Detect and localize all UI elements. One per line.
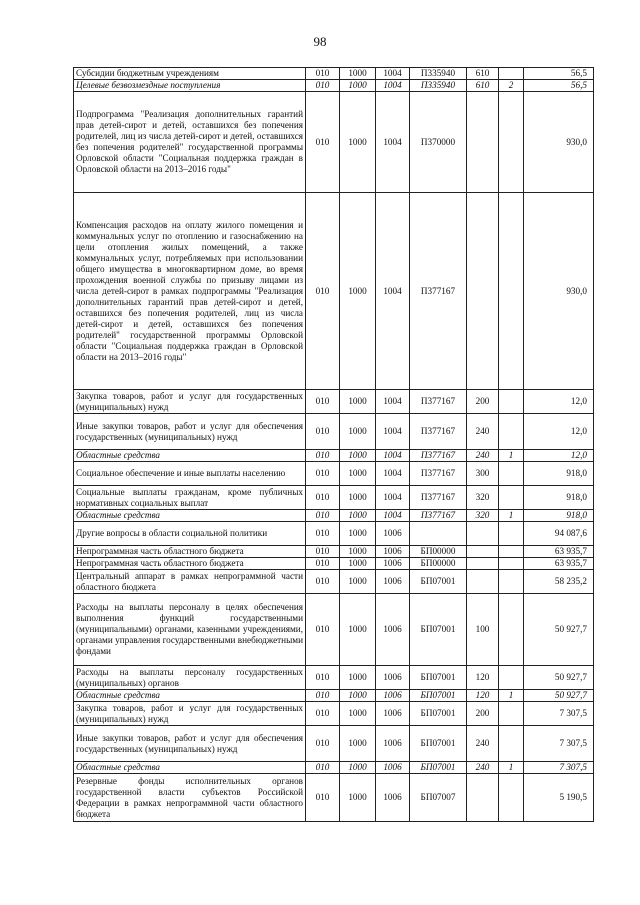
amount: 56,5 xyxy=(524,80,594,92)
table-row xyxy=(74,450,594,462)
code-section: 1000 xyxy=(340,450,376,462)
code-source xyxy=(499,546,524,558)
table-row xyxy=(74,666,594,690)
code-subsection: 1004 xyxy=(376,193,410,390)
amount: 5 190,5 xyxy=(524,774,594,822)
code-subsection: 1006 xyxy=(376,558,410,570)
code-source: 2 xyxy=(499,80,524,92)
code-subsection: 1004 xyxy=(376,510,410,522)
table-row xyxy=(74,522,594,546)
code-section: 1000 xyxy=(340,80,376,92)
code-source xyxy=(499,390,524,414)
code-ministry: 010 xyxy=(306,193,340,390)
code-expense-type xyxy=(467,546,499,558)
amount: 918,0 xyxy=(524,486,594,510)
code-section: 1000 xyxy=(340,193,376,390)
code-subsection: 1004 xyxy=(376,450,410,462)
code-target-article: БП07007 xyxy=(410,774,467,822)
code-subsection: 1004 xyxy=(376,68,410,80)
code-target-article xyxy=(410,522,467,546)
row-name: Социальные выплаты гражданам, кроме публичных нормативных социальных выплат xyxy=(74,486,306,510)
code-subsection: 1006 xyxy=(376,774,410,822)
code-source: 1 xyxy=(499,762,524,774)
code-section: 1000 xyxy=(340,414,376,450)
code-source: 1 xyxy=(499,450,524,462)
code-section: 1000 xyxy=(340,594,376,666)
code-section: 1000 xyxy=(340,726,376,762)
amount: 918,0 xyxy=(524,510,594,522)
code-ministry: 010 xyxy=(306,666,340,690)
table-row xyxy=(74,92,594,193)
code-expense-type xyxy=(467,193,499,390)
budget-table-body xyxy=(74,68,594,822)
table-row xyxy=(74,510,594,522)
code-expense-type xyxy=(467,92,499,193)
code-subsection: 1004 xyxy=(376,486,410,510)
page-number: 98 xyxy=(313,34,327,49)
code-section: 1000 xyxy=(340,68,376,80)
table-row xyxy=(74,570,594,594)
code-subsection: 1004 xyxy=(376,92,410,193)
code-expense-type: 200 xyxy=(467,702,499,726)
code-expense-type xyxy=(467,570,499,594)
code-subsection: 1004 xyxy=(376,414,410,450)
amount: 50 927,7 xyxy=(524,666,594,690)
code-expense-type: 610 xyxy=(467,80,499,92)
table-row xyxy=(74,390,594,414)
code-source xyxy=(499,414,524,450)
row-name: Областные средства xyxy=(74,450,306,462)
table-row xyxy=(74,414,594,450)
table-row xyxy=(74,774,594,822)
code-target-article: БП07001 xyxy=(410,702,467,726)
code-source xyxy=(499,68,524,80)
table-row xyxy=(74,193,594,390)
code-expense-type xyxy=(467,558,499,570)
table-row xyxy=(74,80,594,92)
code-ministry: 010 xyxy=(306,558,340,570)
amount: 930,0 xyxy=(524,92,594,193)
code-target-article: П377167 xyxy=(410,462,467,486)
code-target-article: П377167 xyxy=(410,390,467,414)
code-section: 1000 xyxy=(340,510,376,522)
row-name: Расходы на выплаты персоналу государственных (муниципальных) органов xyxy=(74,666,306,690)
code-subsection: 1004 xyxy=(376,462,410,486)
code-expense-type xyxy=(467,522,499,546)
code-source xyxy=(499,774,524,822)
row-name: Иные закупки товаров, работ и услуг для обеспечения государственных (муниципальных) нужд xyxy=(74,414,306,450)
code-section: 1000 xyxy=(340,486,376,510)
code-expense-type: 200 xyxy=(467,390,499,414)
code-section: 1000 xyxy=(340,666,376,690)
row-name: Областные средства xyxy=(74,510,306,522)
row-name: Расходы на выплаты персоналу в целях обеспечения выполнения функций государственными (муниципальными) органами, казенными учреждениями, органами управления государственными внебюджетными фондами xyxy=(74,594,306,666)
table-row xyxy=(74,486,594,510)
code-section: 1000 xyxy=(340,570,376,594)
table-row xyxy=(74,546,594,558)
code-source xyxy=(499,594,524,666)
row-name: Подпрограмма "Реализация дополнительных гарантий прав детей-сирот и детей, оставшихся без попечения родителей, лиц из числа детей-сирот и детей, оставшихся без попечения родителей" государственной программы Орловской области "Социальная поддержка граждан в Орловской области на 2013–2016 годы" xyxy=(74,92,306,193)
code-source xyxy=(499,462,524,486)
code-source xyxy=(499,193,524,390)
row-name: Центральный аппарат в рамках непрограммной части областного бюджета xyxy=(74,570,306,594)
code-expense-type xyxy=(467,774,499,822)
amount: 63 935,7 xyxy=(524,558,594,570)
code-expense-type: 240 xyxy=(467,414,499,450)
code-ministry: 010 xyxy=(306,462,340,486)
amount: 94 087,6 xyxy=(524,522,594,546)
code-ministry: 010 xyxy=(306,450,340,462)
code-source xyxy=(499,486,524,510)
code-section: 1000 xyxy=(340,762,376,774)
code-ministry: 010 xyxy=(306,726,340,762)
row-name: Областные средства xyxy=(74,690,306,702)
code-ministry: 010 xyxy=(306,570,340,594)
amount: 50 927,7 xyxy=(524,690,594,702)
code-subsection: 1006 xyxy=(376,762,410,774)
code-target-article: БП07001 xyxy=(410,666,467,690)
code-target-article: БП07001 xyxy=(410,570,467,594)
code-source xyxy=(499,666,524,690)
code-expense-type: 240 xyxy=(467,726,499,762)
code-subsection: 1006 xyxy=(376,594,410,666)
code-ministry: 010 xyxy=(306,390,340,414)
row-name: Резервные фонды исполнительных органов государственной власти субъектов Российской Федерации в рамках непрограммной части областного бюджета xyxy=(74,774,306,822)
code-expense-type: 120 xyxy=(467,666,499,690)
code-target-article: П377167 xyxy=(410,414,467,450)
amount: 918,0 xyxy=(524,462,594,486)
code-target-article: БП07001 xyxy=(410,762,467,774)
code-section: 1000 xyxy=(340,774,376,822)
code-ministry: 010 xyxy=(306,546,340,558)
table-row xyxy=(74,726,594,762)
code-subsection: 1006 xyxy=(376,726,410,762)
code-ministry: 010 xyxy=(306,594,340,666)
code-target-article: П335940 xyxy=(410,80,467,92)
code-ministry: 010 xyxy=(306,522,340,546)
code-expense-type: 240 xyxy=(467,762,499,774)
table-row xyxy=(74,68,594,80)
budget-table xyxy=(73,67,594,822)
code-source xyxy=(499,702,524,726)
code-subsection: 1004 xyxy=(376,80,410,92)
row-name: Иные закупки товаров, работ и услуг для обеспечения государственных (муниципальных) нужд xyxy=(74,726,306,762)
code-ministry: 010 xyxy=(306,702,340,726)
code-ministry: 010 xyxy=(306,762,340,774)
code-subsection: 1004 xyxy=(376,390,410,414)
code-target-article: БП00000 xyxy=(410,558,467,570)
amount: 63 935,7 xyxy=(524,546,594,558)
amount: 930,0 xyxy=(524,193,594,390)
code-ministry: 010 xyxy=(306,68,340,80)
code-subsection: 1006 xyxy=(376,570,410,594)
code-target-article: П377167 xyxy=(410,486,467,510)
code-ministry: 010 xyxy=(306,774,340,822)
row-name: Целевые безвозмездные поступления xyxy=(74,80,306,92)
code-ministry: 010 xyxy=(306,92,340,193)
row-name: Закупка товаров, работ и услуг для государственных (муниципальных) нужд xyxy=(74,390,306,414)
code-expense-type: 100 xyxy=(467,594,499,666)
code-section: 1000 xyxy=(340,92,376,193)
code-target-article: П377167 xyxy=(410,193,467,390)
code-target-article: П370000 xyxy=(410,92,467,193)
row-name: Субсидии бюджетным учреждениям xyxy=(74,68,306,80)
code-ministry: 010 xyxy=(306,80,340,92)
table-row xyxy=(74,462,594,486)
table-row xyxy=(74,762,594,774)
row-name: Другие вопросы в области социальной политики xyxy=(74,522,306,546)
code-source xyxy=(499,570,524,594)
amount: 12,0 xyxy=(524,390,594,414)
code-target-article: БП07001 xyxy=(410,594,467,666)
code-subsection: 1006 xyxy=(376,546,410,558)
code-section: 1000 xyxy=(340,462,376,486)
code-source xyxy=(499,726,524,762)
code-subsection: 1006 xyxy=(376,690,410,702)
code-target-article: БП00000 xyxy=(410,546,467,558)
code-ministry: 010 xyxy=(306,486,340,510)
code-section: 1000 xyxy=(340,690,376,702)
table-row xyxy=(74,594,594,666)
code-source xyxy=(499,558,524,570)
code-subsection: 1006 xyxy=(376,702,410,726)
code-expense-type: 320 xyxy=(467,486,499,510)
code-ministry: 010 xyxy=(306,510,340,522)
code-section: 1000 xyxy=(340,390,376,414)
code-ministry: 010 xyxy=(306,690,340,702)
code-expense-type: 320 xyxy=(467,510,499,522)
code-expense-type: 120 xyxy=(467,690,499,702)
code-target-article: П377167 xyxy=(410,510,467,522)
amount: 7 307,5 xyxy=(524,726,594,762)
code-section: 1000 xyxy=(340,558,376,570)
amount: 7 307,5 xyxy=(524,762,594,774)
amount: 50 927,7 xyxy=(524,594,594,666)
amount: 7 307,5 xyxy=(524,702,594,726)
row-name: Закупка товаров, работ и услуг для государственных (муниципальных) нужд xyxy=(74,702,306,726)
code-source xyxy=(499,92,524,193)
code-source xyxy=(499,522,524,546)
code-expense-type: 300 xyxy=(467,462,499,486)
code-expense-type: 240 xyxy=(467,450,499,462)
code-section: 1000 xyxy=(340,546,376,558)
row-name: Непрограммная часть областного бюджета xyxy=(74,558,306,570)
code-target-article: П335940 xyxy=(410,68,467,80)
table-row xyxy=(74,558,594,570)
code-source: 1 xyxy=(499,690,524,702)
code-section: 1000 xyxy=(340,702,376,726)
code-target-article: БП07001 xyxy=(410,726,467,762)
row-name: Областные средства xyxy=(74,762,306,774)
code-target-article: П377167 xyxy=(410,450,467,462)
row-name: Социальное обеспечение и иные выплаты населению xyxy=(74,462,306,486)
code-section: 1000 xyxy=(340,522,376,546)
code-expense-type: 610 xyxy=(467,68,499,80)
amount: 12,0 xyxy=(524,414,594,450)
code-source: 1 xyxy=(499,510,524,522)
row-name: Компенсация расходов на оплату жилого помещения и коммунальных услуг по отоплению и газоснабжению на цели отопления жилых помещений, а также коммунальных услуг, потребляемых при использовании общего имущества в многоквартирном доме, во время прохождения военной службы по призыву лицами из числа детей-сирот в рамках подпрограммы "Реализация дополнительных гарантий прав детей-сирот и детей, оставшихся без попечения родителей, лиц из числа детей-сирот и детей, оставшихся без попечения родителей" государственной программы Орловской области "Социальная поддержка граждан в Орловской области на 2013–2016 годы" xyxy=(74,193,306,390)
amount: 12,0 xyxy=(524,450,594,462)
table-row xyxy=(74,690,594,702)
table-row xyxy=(74,702,594,726)
row-name: Непрограммная часть областного бюджета xyxy=(74,546,306,558)
code-subsection: 1006 xyxy=(376,666,410,690)
code-target-article: БП07001 xyxy=(410,690,467,702)
code-ministry: 010 xyxy=(306,414,340,450)
amount: 56,5 xyxy=(524,68,594,80)
amount: 58 235,2 xyxy=(524,570,594,594)
code-subsection: 1006 xyxy=(376,522,410,546)
